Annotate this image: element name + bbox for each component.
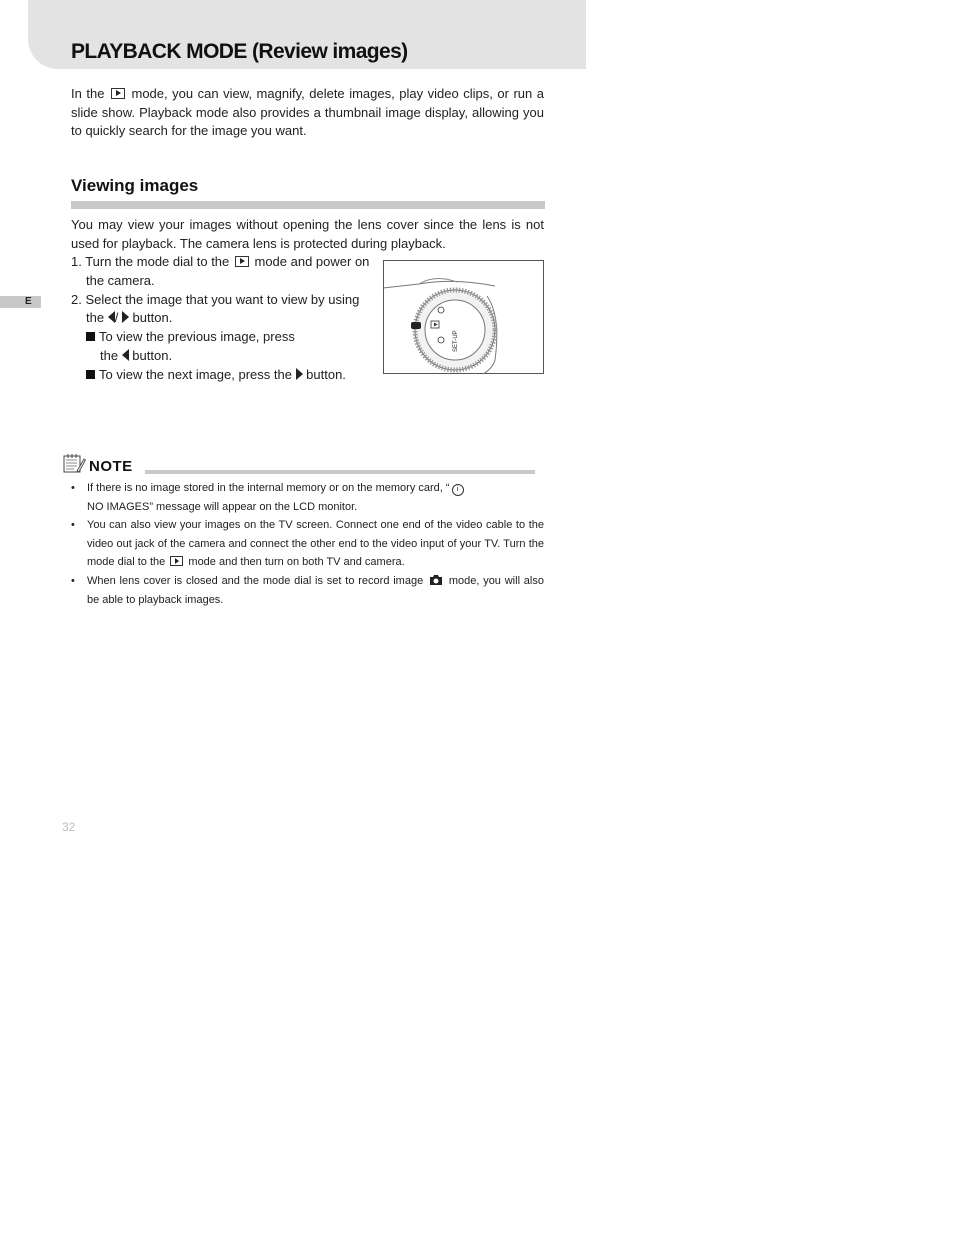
note-1-line [87, 482, 464, 494]
right-arrow-icon [296, 368, 303, 380]
note-item [71, 479, 544, 516]
step-2-continuation [71, 309, 381, 328]
language-tab [0, 296, 41, 308]
right-arrow-icon [122, 311, 129, 323]
substep-next [71, 366, 381, 385]
substep-previous-text-2: the [100, 347, 122, 363]
substep-previous-continuation [71, 347, 381, 366]
intro-text-end: mode, you can view, magnify, delete images, play video clips, or run a slide show. Playback mode also provides a thumbnail image display, allowing you to quickly search for the image you want. [71, 86, 544, 139]
camera-mode-dial-illustration [383, 260, 544, 374]
intro-text-start: In the [71, 86, 109, 101]
left-arrow-icon [122, 349, 129, 361]
slash-text: / [114, 310, 119, 326]
playback-mode-icon [235, 256, 249, 267]
left-arrow-icon [108, 311, 115, 323]
note-pad-icon [62, 453, 86, 475]
memory-icon: i [452, 484, 464, 496]
intro-paragraph [71, 85, 544, 141]
step-2-line: 2. Select the image that you want to view by using [71, 291, 360, 307]
section-rule [71, 201, 545, 209]
note-label: NOTE [89, 458, 133, 475]
playback-mode-icon [170, 556, 183, 566]
note-3-text: When lens cover is closed and the mode dial is set to record image [87, 574, 428, 587]
step-2-text: the [86, 310, 108, 326]
note-header [62, 453, 542, 477]
substep-next-text: To view the next image, press the [99, 366, 296, 382]
note-2-text: You can also view your images on the TV screen. Connect one end of the video cable to the video out jack of the camera and connect the other end to the video input of your TV. Turn the mode dial to the [87, 519, 544, 569]
note-1-text-end: NO IMAGES” message will appear on the LCD monitor. [87, 500, 358, 513]
steps-list [71, 253, 381, 385]
section-paragraph: You may view your images without opening the lens cover since the lens is not used for playback. The camera lens is protected during playback. [71, 217, 544, 251]
step-1-line [71, 253, 381, 272]
square-bullet-icon [86, 370, 95, 379]
square-bullet-icon [86, 332, 95, 341]
step-2-text-end: button. [128, 310, 173, 326]
substep-next-text-end: button. [302, 366, 346, 382]
note-item [71, 572, 544, 609]
dial-setup-label: SET-UP [453, 330, 459, 352]
page-number: 32 [62, 820, 76, 834]
step-1-continuation: the camera. [86, 272, 155, 288]
substep-previous-text-end: button. [128, 347, 173, 363]
playback-mode-icon [111, 88, 125, 99]
substep-previous [71, 328, 381, 347]
page-title: PLAYBACK MODE (Review images) [71, 40, 408, 63]
substep-previous-text: To view the previous image, press [99, 329, 295, 345]
note-list [71, 479, 544, 609]
dial-pointer [411, 322, 421, 329]
note-3-text-end: mode, you will also be able to playback images. [87, 574, 544, 606]
note-rule [145, 470, 535, 474]
note-item [71, 516, 544, 572]
step-1-text: 1. Turn the mode dial to the [71, 254, 233, 269]
section-title: Viewing images [71, 176, 199, 195]
camera-icon [429, 574, 443, 586]
step-1-text-end: mode and power on [250, 254, 370, 269]
language-tab-label: E [25, 296, 32, 307]
note-1-text: If there is no image stored in the internal memory or on the memory card, “ [87, 482, 450, 494]
note-2-text-end: mode and then turn on both TV and camera. [185, 556, 405, 569]
